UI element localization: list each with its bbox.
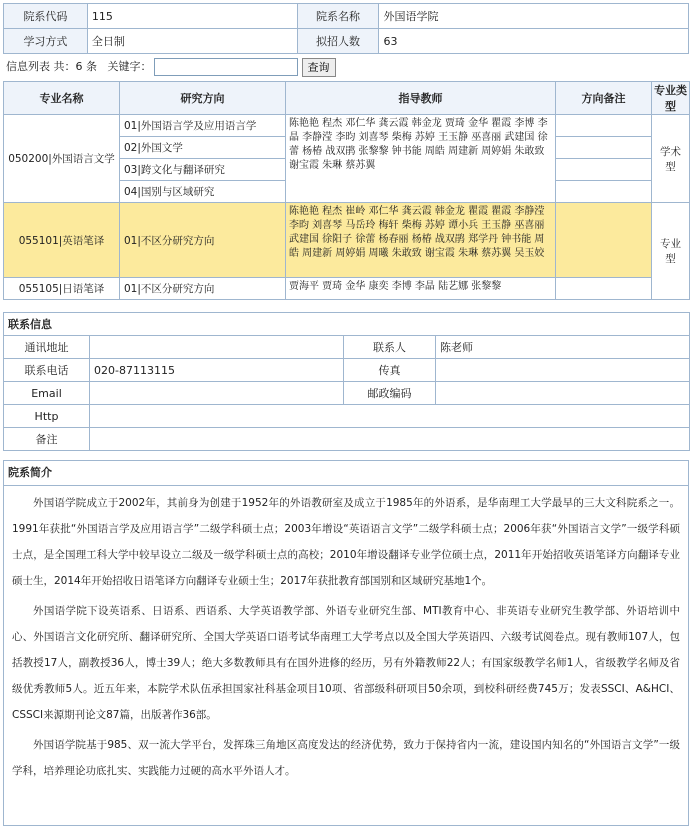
quota-value: 63 [379, 29, 689, 54]
address-value [90, 336, 344, 359]
note-label: 备注 [4, 428, 90, 451]
header-direction: 研究方向 [120, 82, 286, 115]
dept-name-value: 外国语学院 [379, 4, 689, 29]
dept-name-label: 院系名称 [297, 4, 379, 29]
direction-note [556, 115, 652, 137]
intro-body [4, 486, 688, 784]
intro-paragraph: 外国语学院下设英语系、日语系、西语系、大学英语教学部、外语专业研究生部、MTI教育中心、非英语专业研究生教学部、外语培训中心、外国语言文化研究所、翻译研究所、全国大学英语口语考试华南理工大学考点以及全国大学英语四、六级考试阅卷点。现有教师107人，包括教授17人，副教授36人，博士39人；绝大多数教师具有在国外进修的经历，另有外籍教师22人；有国家级教学名师1人，省级教学名师及省级优秀教师5人。近五年来，本院学术队伍承担国家社科基金项目10项、省部级科研项目50余项，到校科研经费745万；发表SSCI、A&HCI、CSSCI来源期刊论文87篇，出版著作36部。 [12, 605, 680, 721]
contact-table [3, 312, 690, 451]
header-major-type: 专业类型 [652, 82, 690, 115]
intro-title: 院系简介 [4, 461, 688, 486]
study-mode-value: 全日制 [87, 29, 297, 54]
intro-paragraph: 外国语学院成立于2002年，其前身为创建于1952年的外语教研室及成立于1985年的外语系，是华南理工大学最早的三大文科院系之一。1991年获批“外国语言学及应用语言学”二级学科硕士点；2003年增设“英语语言文学”二级学科硕士点；2006年获“外国语言文学”一级学科硕士点，是全国理工科大学中较早设立二级及一级学科硕士点的高校；2010年增设翻译专业学位硕士点，2011年开始招收英语笔译方向翻译专业硕士生，2014年开始招收日语笔译方向翻译专业硕士生；2017年获批教育部国别和区域研究基地1个。 [12, 497, 680, 587]
major-name: 055101|英语笔译 [4, 203, 120, 278]
teacher-list: 陈艳艳 程杰 邓仁华 龚云霞 韩金龙 贾琦 金华 瞿霞 李博 李晶 李静滢 李昀 刘喜琴 柴梅 苏婷 王玉静 巫喜丽 武建国 徐蕾 杨椿 战双鹃 张黎黎 钟书能 周皓 周建新 周婷娟 朱敢致 谢宝霞 朱琳 蔡苏翼 [286, 115, 556, 203]
dept-code-label: 院系代码 [4, 4, 88, 29]
note-value [90, 428, 690, 451]
table-row [4, 278, 690, 300]
http-value [90, 405, 690, 428]
header-major: 专业名称 [4, 82, 120, 115]
intro-paragraph: 外国语学院基于985、双一流大学平台，发挥珠三角地区高度发达的经济优势，致力于保持省内一流，建设国内知名的“外国语言文学”一级学科，培养理论功底扎实、实践能力过硬的高水平外语人才。 [12, 739, 680, 777]
http-label: Http [4, 405, 90, 428]
direction-note [556, 203, 652, 278]
direction-note [556, 181, 652, 203]
header-teachers: 指导教师 [286, 82, 556, 115]
table-row [4, 115, 690, 137]
majors-table [3, 81, 690, 300]
study-mode-label: 学习方式 [4, 29, 88, 54]
zip-value [436, 382, 690, 405]
table-row-highlighted [4, 203, 690, 278]
contact-section-title: 联系信息 [4, 313, 690, 336]
contact-person-value: 陈老师 [436, 336, 690, 359]
teacher-list: 陈艳艳 程杰 崔岭 邓仁华 龚云霞 韩金龙 瞿霞 瞿霞 李静滢 李昀 刘喜琴 马岳玲 梅轩 柴梅 苏婷 谭小兵 王玉静 巫喜丽 武建国 徐阳子 徐蕾 杨春丽 杨椿 战双鹃 郑学丹 钟书能 周皓 周建新 周婷娟 周曦 朱敢致 谢宝霞 朱琳 蔡苏翼 吴玉姣 [286, 203, 556, 278]
dept-info-table [3, 3, 689, 54]
direction-item: 01|不区分研究方向 [120, 278, 286, 300]
quota-label: 拟招人数 [297, 29, 379, 54]
header-direction-note: 方向备注 [556, 82, 652, 115]
fax-value [436, 359, 690, 382]
keyword-input[interactable] [154, 58, 298, 76]
direction-note [556, 137, 652, 159]
direction-item: 03|跨文化与翻译研究 [120, 159, 286, 181]
zip-label: 邮政编码 [344, 382, 436, 405]
teacher-list: 贾海平 贾琦 金华 康奕 李博 李晶 陆艺娜 张黎黎 [286, 278, 556, 300]
major-name: 050200|外国语言文学 [4, 115, 120, 203]
direction-item: 02|外国文学 [120, 137, 286, 159]
email-value [90, 382, 344, 405]
contact-person-label: 联系人 [344, 336, 436, 359]
dept-intro [3, 460, 689, 826]
address-label: 通讯地址 [4, 336, 90, 359]
major-type: 学术型 [652, 115, 690, 203]
keyword-label: 关键字： [107, 60, 152, 73]
direction-note [556, 159, 652, 181]
dept-code-value: 115 [87, 4, 297, 29]
search-bar [6, 56, 336, 78]
search-button[interactable]: 查询 [302, 58, 336, 77]
phone-label: 联系电话 [4, 359, 90, 382]
major-type: 专业型 [652, 203, 690, 300]
email-label: Email [4, 382, 90, 405]
major-name: 055105|日语笔译 [4, 278, 120, 300]
direction-item: 01|不区分研究方向 [120, 203, 286, 278]
list-summary: 信息列表 共：6 条 [6, 60, 97, 73]
fax-label: 传真 [344, 359, 436, 382]
phone-value: 020-87113115 [90, 359, 344, 382]
direction-note [556, 278, 652, 300]
direction-item: 01|外国语言学及应用语言学 [120, 115, 286, 137]
direction-item: 04|国别与区域研究 [120, 181, 286, 203]
